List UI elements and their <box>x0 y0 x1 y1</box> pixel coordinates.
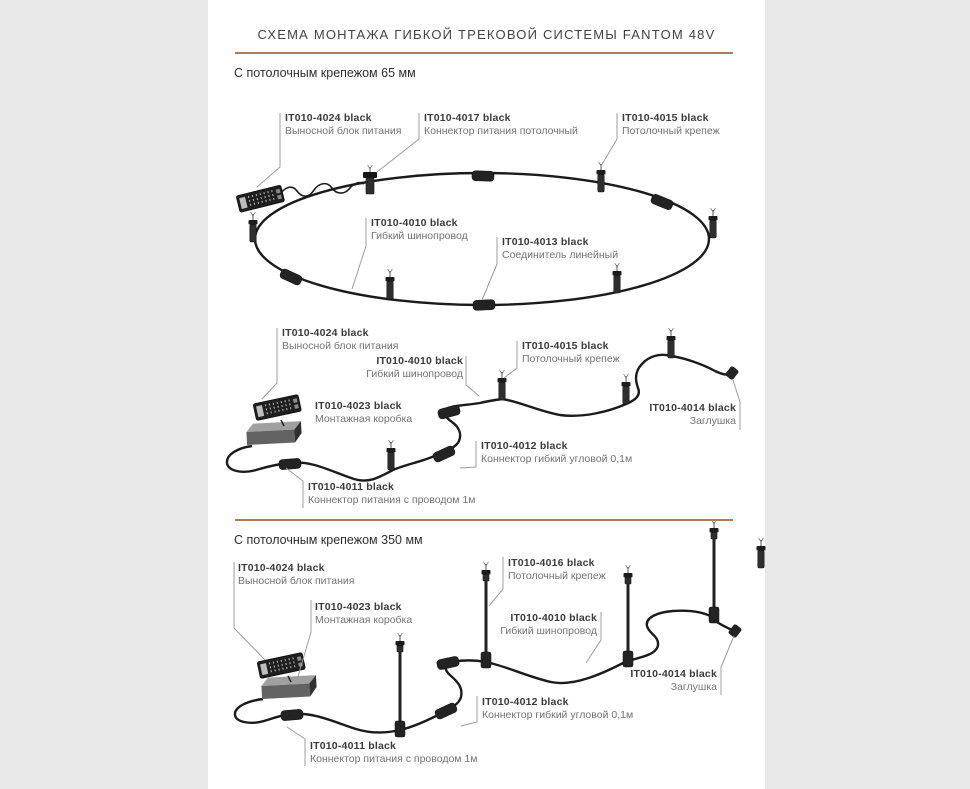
part-label-it010-4010: IT010-4010 black Гибкий шинопровод <box>371 217 468 242</box>
part-label-it010-4024: IT010-4024 black Выносной блок питания <box>238 562 355 587</box>
linear-connector-drawing <box>650 193 674 211</box>
section-heading-65mm: С потолочным крепежом 65 мм <box>234 66 416 80</box>
part-label-it010-4012: IT010-4012 black Коннектор гибкий угловой 0,1м <box>481 440 633 465</box>
part-label-it010-4023: IT010-4023 black Монтажная коробка <box>315 400 413 425</box>
open-run-track-drawing-350 <box>234 520 766 766</box>
flexible-track-ring <box>255 173 709 305</box>
section-heading-350mm: С потолочным крепежом 350 мм <box>234 533 423 547</box>
end-cap-drawing <box>725 366 739 380</box>
ceiling-rod-350-drawing <box>709 520 719 623</box>
ring-track-drawing <box>236 113 718 311</box>
part-label-it010-4015: IT010-4015 black Потолочный крепеж <box>622 112 720 137</box>
part-label-it010-4016: IT010-4016 black Потолочный крепеж <box>508 557 606 582</box>
part-label-it010-4013: IT010-4013 black Соединитель линейный <box>502 236 619 261</box>
part-label-it010-4015: IT010-4015 black Потолочный крепеж <box>522 340 620 365</box>
corner-connector-drawing <box>432 445 456 463</box>
ceiling-mount-drawing <box>613 263 622 293</box>
ceiling-rod-350-drawing <box>481 562 491 668</box>
power-feed-connector-drawing <box>279 458 302 470</box>
part-label-it010-4010: IT010-4010 black Гибкий шинопровод <box>366 355 463 380</box>
ceiling-rod-350-drawing <box>623 565 633 667</box>
mounting-box-drawing <box>246 421 302 445</box>
linear-connector-drawing <box>472 171 494 182</box>
ceiling-mount-drawing <box>498 370 507 400</box>
part-label-it010-4014: IT010-4014 black Заглушка <box>649 402 736 427</box>
spare-mount-drawing <box>757 538 766 568</box>
part-label-it010-4011: IT010-4011 black Коннектор питания с проводом 1м <box>310 740 478 765</box>
leader-lines <box>257 113 617 300</box>
part-label-it010-4023: IT010-4023 black Монтажная коробка <box>315 601 413 626</box>
power-supply-drawing <box>236 185 285 213</box>
corner-connector-drawing <box>436 656 460 670</box>
end-cap-drawing <box>728 624 742 638</box>
power-feed-connector-drawing <box>281 709 304 721</box>
ceiling-mount-drawing <box>709 208 718 238</box>
part-label-it010-4017: IT010-4017 black Коннектор питания потолочный <box>424 112 578 137</box>
ceiling-mount-drawing <box>249 212 258 242</box>
ceiling-rod-350-drawing <box>395 633 405 737</box>
corner-connector-drawing <box>434 702 458 720</box>
ceiling-mount-drawing <box>597 162 606 192</box>
ceiling-mount-drawing <box>386 269 395 299</box>
power-supply-drawing <box>253 394 302 420</box>
ceiling-mount-drawing <box>387 440 396 470</box>
linear-connector-drawing <box>473 299 495 310</box>
corner-connector-drawing <box>437 404 461 419</box>
ceiling-mount-drawing <box>667 328 676 358</box>
part-label-it010-4012: IT010-4012 black Коннектор гибкий угловой 0,1м <box>482 696 634 721</box>
part-label-it010-4014: IT010-4014 black Заглушка <box>630 668 717 693</box>
part-label-it010-4010: IT010-4010 black Гибкий шинопровод <box>500 612 597 637</box>
part-label-it010-4024: IT010-4024 black Выносной блок питания <box>285 112 402 137</box>
ceiling-mount-drawing <box>622 374 631 404</box>
page-title: СХЕМА МОНТАЖА ГИБКОЙ ТРЕКОВОЙ СИСТЕМЫ FANTOM 48V <box>257 27 716 42</box>
linear-connector-drawing <box>279 268 303 286</box>
part-label-it010-4011: IT010-4011 black Коннектор питания с проводом 1м <box>308 481 476 506</box>
part-label-it010-4024: IT010-4024 black Выносной блок питания <box>282 327 399 352</box>
